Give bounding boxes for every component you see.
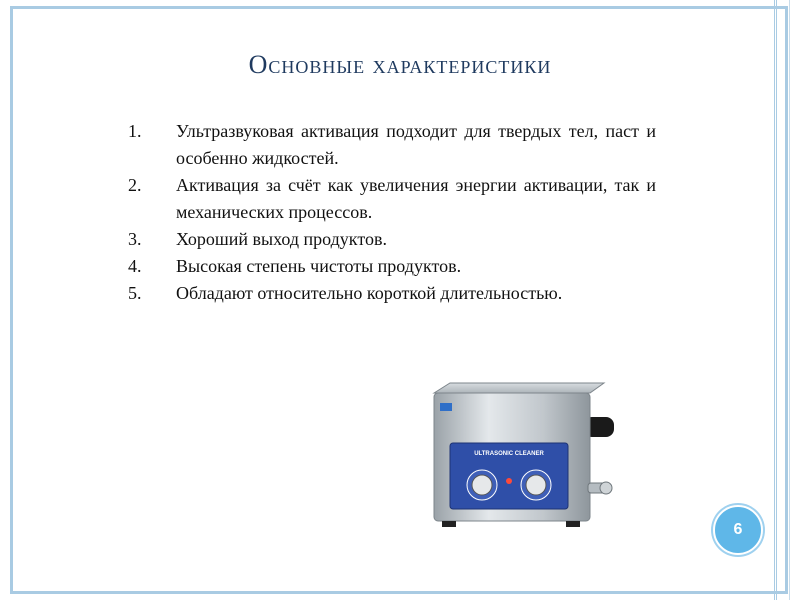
- list-number: 5.: [128, 283, 142, 303]
- ultrasonic-cleaner-image: [420, 375, 620, 535]
- list-item: [128, 280, 656, 307]
- characteristics-list: [128, 118, 656, 307]
- list-number: 4.: [128, 256, 142, 276]
- list-item: [128, 226, 656, 253]
- list-text: Ультразвуковая активация подходит для твердых тел, паст и особенно жидкостей.: [176, 121, 656, 168]
- list-item: [128, 172, 656, 226]
- list-number: 1.: [128, 121, 142, 141]
- list-item: [128, 118, 656, 172]
- list-text: Активация за счёт как увеличения энергии активации, так и механических процессов.: [176, 175, 656, 222]
- list-number: 2.: [128, 175, 142, 195]
- list-number: 3.: [128, 229, 142, 249]
- list-text: Высокая степень чистоты продуктов.: [176, 256, 462, 276]
- panel-label: ULTRASONIC CLEANER: [474, 451, 544, 457]
- list-text: Хороший выход продуктов.: [176, 229, 387, 249]
- list-item: [128, 253, 656, 280]
- list-text: Обладают относительно короткой длительностью.: [176, 283, 563, 303]
- decorative-side-stripe: [774, 0, 790, 600]
- page-number-badge: 6: [713, 505, 763, 555]
- slide-title: Основные характеристики: [248, 50, 552, 79]
